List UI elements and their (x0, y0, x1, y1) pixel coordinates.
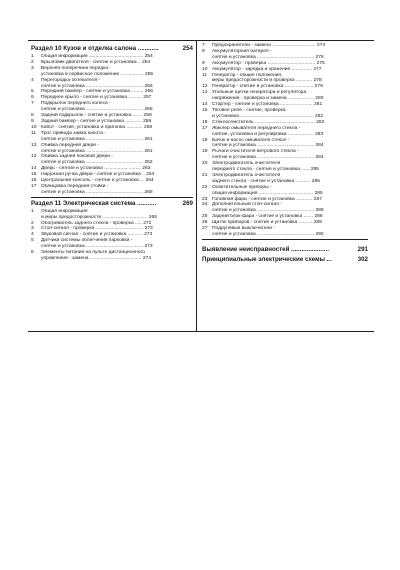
entry-text: и установка ...................................................... 282 (212, 113, 324, 119)
entry-text: и меры предосторожности ................................. 269 (41, 214, 157, 220)
entry-text: Капот - снятие, установка и пригонка ............ 259 (41, 124, 153, 130)
entry-number: 17 (31, 183, 37, 189)
entry-text: Задний подкрылок - снятие и установка ....... 258 (41, 113, 152, 119)
entry-text: Обогреватель заднего стекла - проверка ..... 272 (41, 220, 152, 226)
entry-text: Генератор - снятие и установка ..................... 279 (212, 84, 323, 90)
entry-text: общая информация ........................................ 285 (212, 190, 323, 196)
entry-text: Рычаги очистителя ветрового стекла - (212, 149, 299, 155)
table-of-contents (28, 40, 374, 332)
entry-number: 15 (31, 172, 37, 178)
entry-number: 7 (31, 101, 34, 107)
entry-text: меры предосторожности и проверка ............ 278 (212, 78, 322, 84)
faults-heading: Выявление неисправностей ...................... 291 (202, 245, 368, 253)
entry-number: 16 (31, 178, 37, 184)
entry-text: снятие и установка .......................................... 288 (212, 208, 324, 214)
entry-number: 14 (202, 102, 208, 108)
section-11-heading: Раздел 11 Электрическая система ........... 269 (31, 199, 193, 207)
entry-text: Облицовка передней стойки - (41, 183, 109, 189)
entry-text: управления - замена ...................................... 274 (41, 256, 151, 261)
entry-text: Щиток приборов - снятие и установка .......... 289 (212, 220, 322, 226)
entry-text: Дополнительный стоп-сигнал - (212, 202, 282, 208)
entry-number: 4 (31, 232, 34, 238)
entry-text: снятие и установка .......................................... 261 (41, 136, 153, 142)
entry-text: снятие и установка .......................................... 290 (212, 232, 324, 237)
entry-number: 23 (202, 196, 208, 202)
section-11-list-continued (202, 43, 368, 238)
entry-number: 8 (31, 113, 34, 119)
right-column (202, 43, 368, 265)
entry-text: Брызговик двигателя - снятие и установка .. 254 (41, 59, 151, 65)
entry-number: 14 (31, 166, 37, 172)
entry-text: снятие и установка .......................................... 284 (212, 155, 324, 161)
entry-text: Стеклоочиститель ............................................ 282 (212, 119, 325, 125)
entry-number: 1 (31, 54, 34, 59)
entry-text: Осветительные приборы - (212, 184, 272, 190)
entry-text: Общая информация ........................................ 254 (41, 54, 153, 59)
entry-number: 11 (202, 72, 208, 78)
entry-number: 15 (202, 107, 208, 113)
entry-number: 21 (202, 172, 208, 178)
entry-number: 19 (202, 149, 208, 155)
entry-number: 4 (31, 77, 34, 83)
entry-number: 5 (31, 89, 34, 95)
entry-number: 2 (31, 220, 34, 226)
entry-text: Элементы питания на пульте дистанционного (41, 250, 146, 256)
entry-text: Тяговое реле - снятие, проверка (212, 107, 286, 113)
entry-text: Задний бампер - снятие и установка ............ 259 (41, 118, 152, 124)
section-divider (31, 197, 193, 198)
entry-number: 16 (202, 119, 208, 125)
left-column (31, 43, 193, 262)
entry-text: заднего стекла - снятие и установка ........... 285 (212, 178, 320, 184)
entry-text: Электродвигатель очистителя (212, 172, 281, 178)
entry-text: Головная фара - снятие и установка ............ 287 (212, 196, 322, 202)
entry-text: Аккумулятор - проверка ................................... 275 (212, 60, 325, 66)
entry-number: 9 (31, 118, 34, 124)
entry-text: Аккумулятор - зарядка и хранение ............... 277 (212, 66, 322, 72)
entry-number: 18 (202, 137, 208, 143)
entry-text: Подрулевые выключатели - (212, 226, 275, 232)
entry-number: 25 (202, 214, 208, 220)
entry-number: 3 (31, 65, 34, 71)
entry-text: снятие и установка .......................................... 261 (41, 148, 153, 154)
entry-number: 10 (31, 124, 37, 130)
toc-entry (31, 256, 193, 262)
entry-text: Обивка передней двери - (41, 142, 99, 148)
entry-text: Стоп-сигнал - проверка ................................... 273 (41, 226, 153, 232)
entry-number: 12 (202, 84, 208, 90)
entry-text: Генератор - общие положения, (212, 72, 283, 78)
entry-number: 3 (31, 226, 34, 232)
entry-text: Аккумуляторная батарея - (212, 48, 272, 54)
entry-number: 6 (31, 250, 34, 256)
entry-number: 10 (202, 66, 208, 72)
entry-number: 13 (31, 154, 37, 160)
section-10-list (31, 54, 193, 196)
entry-text: Жиклер омывателя переднего стекла - (212, 125, 301, 131)
right-divider (202, 239, 368, 240)
entry-number: 5 (31, 238, 34, 244)
entry-text: Перегородка обтекателя - (41, 77, 101, 83)
toc-entry (31, 190, 193, 196)
section-11-list (31, 209, 193, 262)
top-rule (28, 40, 374, 41)
entry-number: 7 (202, 43, 205, 48)
entry-number: 24 (202, 202, 208, 208)
schemes-heading: Принципиальные электрические схемы ... 302 (202, 255, 368, 263)
entry-text: напряжения - проверка и замена ................... 280 (212, 96, 324, 102)
entry-text: снятие и установка .......................................... 262 (41, 160, 153, 166)
entry-number (31, 256, 41, 262)
entry-text: Стартер - снятие и установка ........................ 281 (212, 102, 323, 108)
entry-text: Центральная консоль - снятие и установка ... 264 (41, 178, 154, 184)
entry-text: Бачок и насос омывателя стекол - (212, 137, 290, 143)
entry-number: 27 (202, 226, 208, 232)
entry-text: установка в сервисное положение ................. 255 (41, 71, 154, 77)
entry-text: переднего стекла - снятие и установка ...... 285 (212, 167, 319, 173)
entry-number: 8 (202, 48, 205, 54)
entry-text: снятие, установка и регулировка ................... 283 (212, 131, 324, 137)
entry-text: Передний бампер - снятие и установка ......... 256 (41, 89, 153, 95)
entry-number: 6 (31, 95, 34, 101)
entry-text: снятие и установка .......................................... 273 (41, 244, 153, 250)
entry-number: 13 (202, 90, 208, 96)
section-10-heading: Раздел 10 Кузов и отделка салона ............ 254 (31, 45, 193, 52)
entry-number: 12 (31, 142, 37, 148)
toc-entry (202, 232, 368, 238)
entry-text: снятие и установка .......................................... 268 (41, 189, 153, 195)
entry-text: снятие и установка .......................................... 258 (41, 107, 153, 113)
entry-text: Общая информация (41, 208, 88, 214)
entry-text: Обивка задней боковой двери - (41, 154, 113, 160)
entry-number: 2 (31, 59, 34, 65)
column-divider (196, 40, 197, 332)
entry-number: 11 (31, 130, 37, 136)
entry-text: Трос привода замка капота - (41, 130, 106, 136)
entry-number (202, 232, 212, 238)
entry-text: Звуковой сигнал - снятие и установка ........... 273 (41, 232, 153, 238)
entry-text: снятие и установка .......................................... 284 (212, 143, 324, 149)
entry-number: 26 (202, 220, 208, 226)
entry-text: Датчики системы облегчения парковки - (41, 238, 133, 244)
entry-number: 17 (202, 125, 208, 131)
entry-text: снятие и установка .......................................... 256 (41, 83, 153, 89)
entry-text: Задний блок-фара - снятие и установка ....... 288 (212, 214, 323, 220)
entry-number: 1 (31, 208, 34, 214)
entry-text: Электродвигатель очистителя (212, 161, 281, 167)
entry-number: 9 (202, 60, 205, 66)
entry-text: Наружная ручка двери - снятие и установка .. 264 (41, 172, 155, 178)
entry-number: 22 (202, 184, 208, 190)
entry-text: Верхняя поперечина передка - (41, 65, 112, 71)
entry-text: Переднее крыло - снятие и установка .......... 257 (41, 95, 152, 101)
entry-text: Подкрылок переднего колеса - (41, 101, 111, 107)
entry-number (31, 190, 41, 196)
entry-text: Угольные щетки генератора и регулятора (212, 90, 307, 96)
entry-text: Дверь - снятие и установка ........................... 263 (41, 166, 151, 172)
entry-text: снятие и установка .......................................... 275 (212, 54, 324, 60)
entry-text: Предохранители - замена ................................ 274 (212, 43, 326, 48)
entry-number: 20 (202, 161, 208, 167)
bottom-rule (28, 331, 374, 332)
